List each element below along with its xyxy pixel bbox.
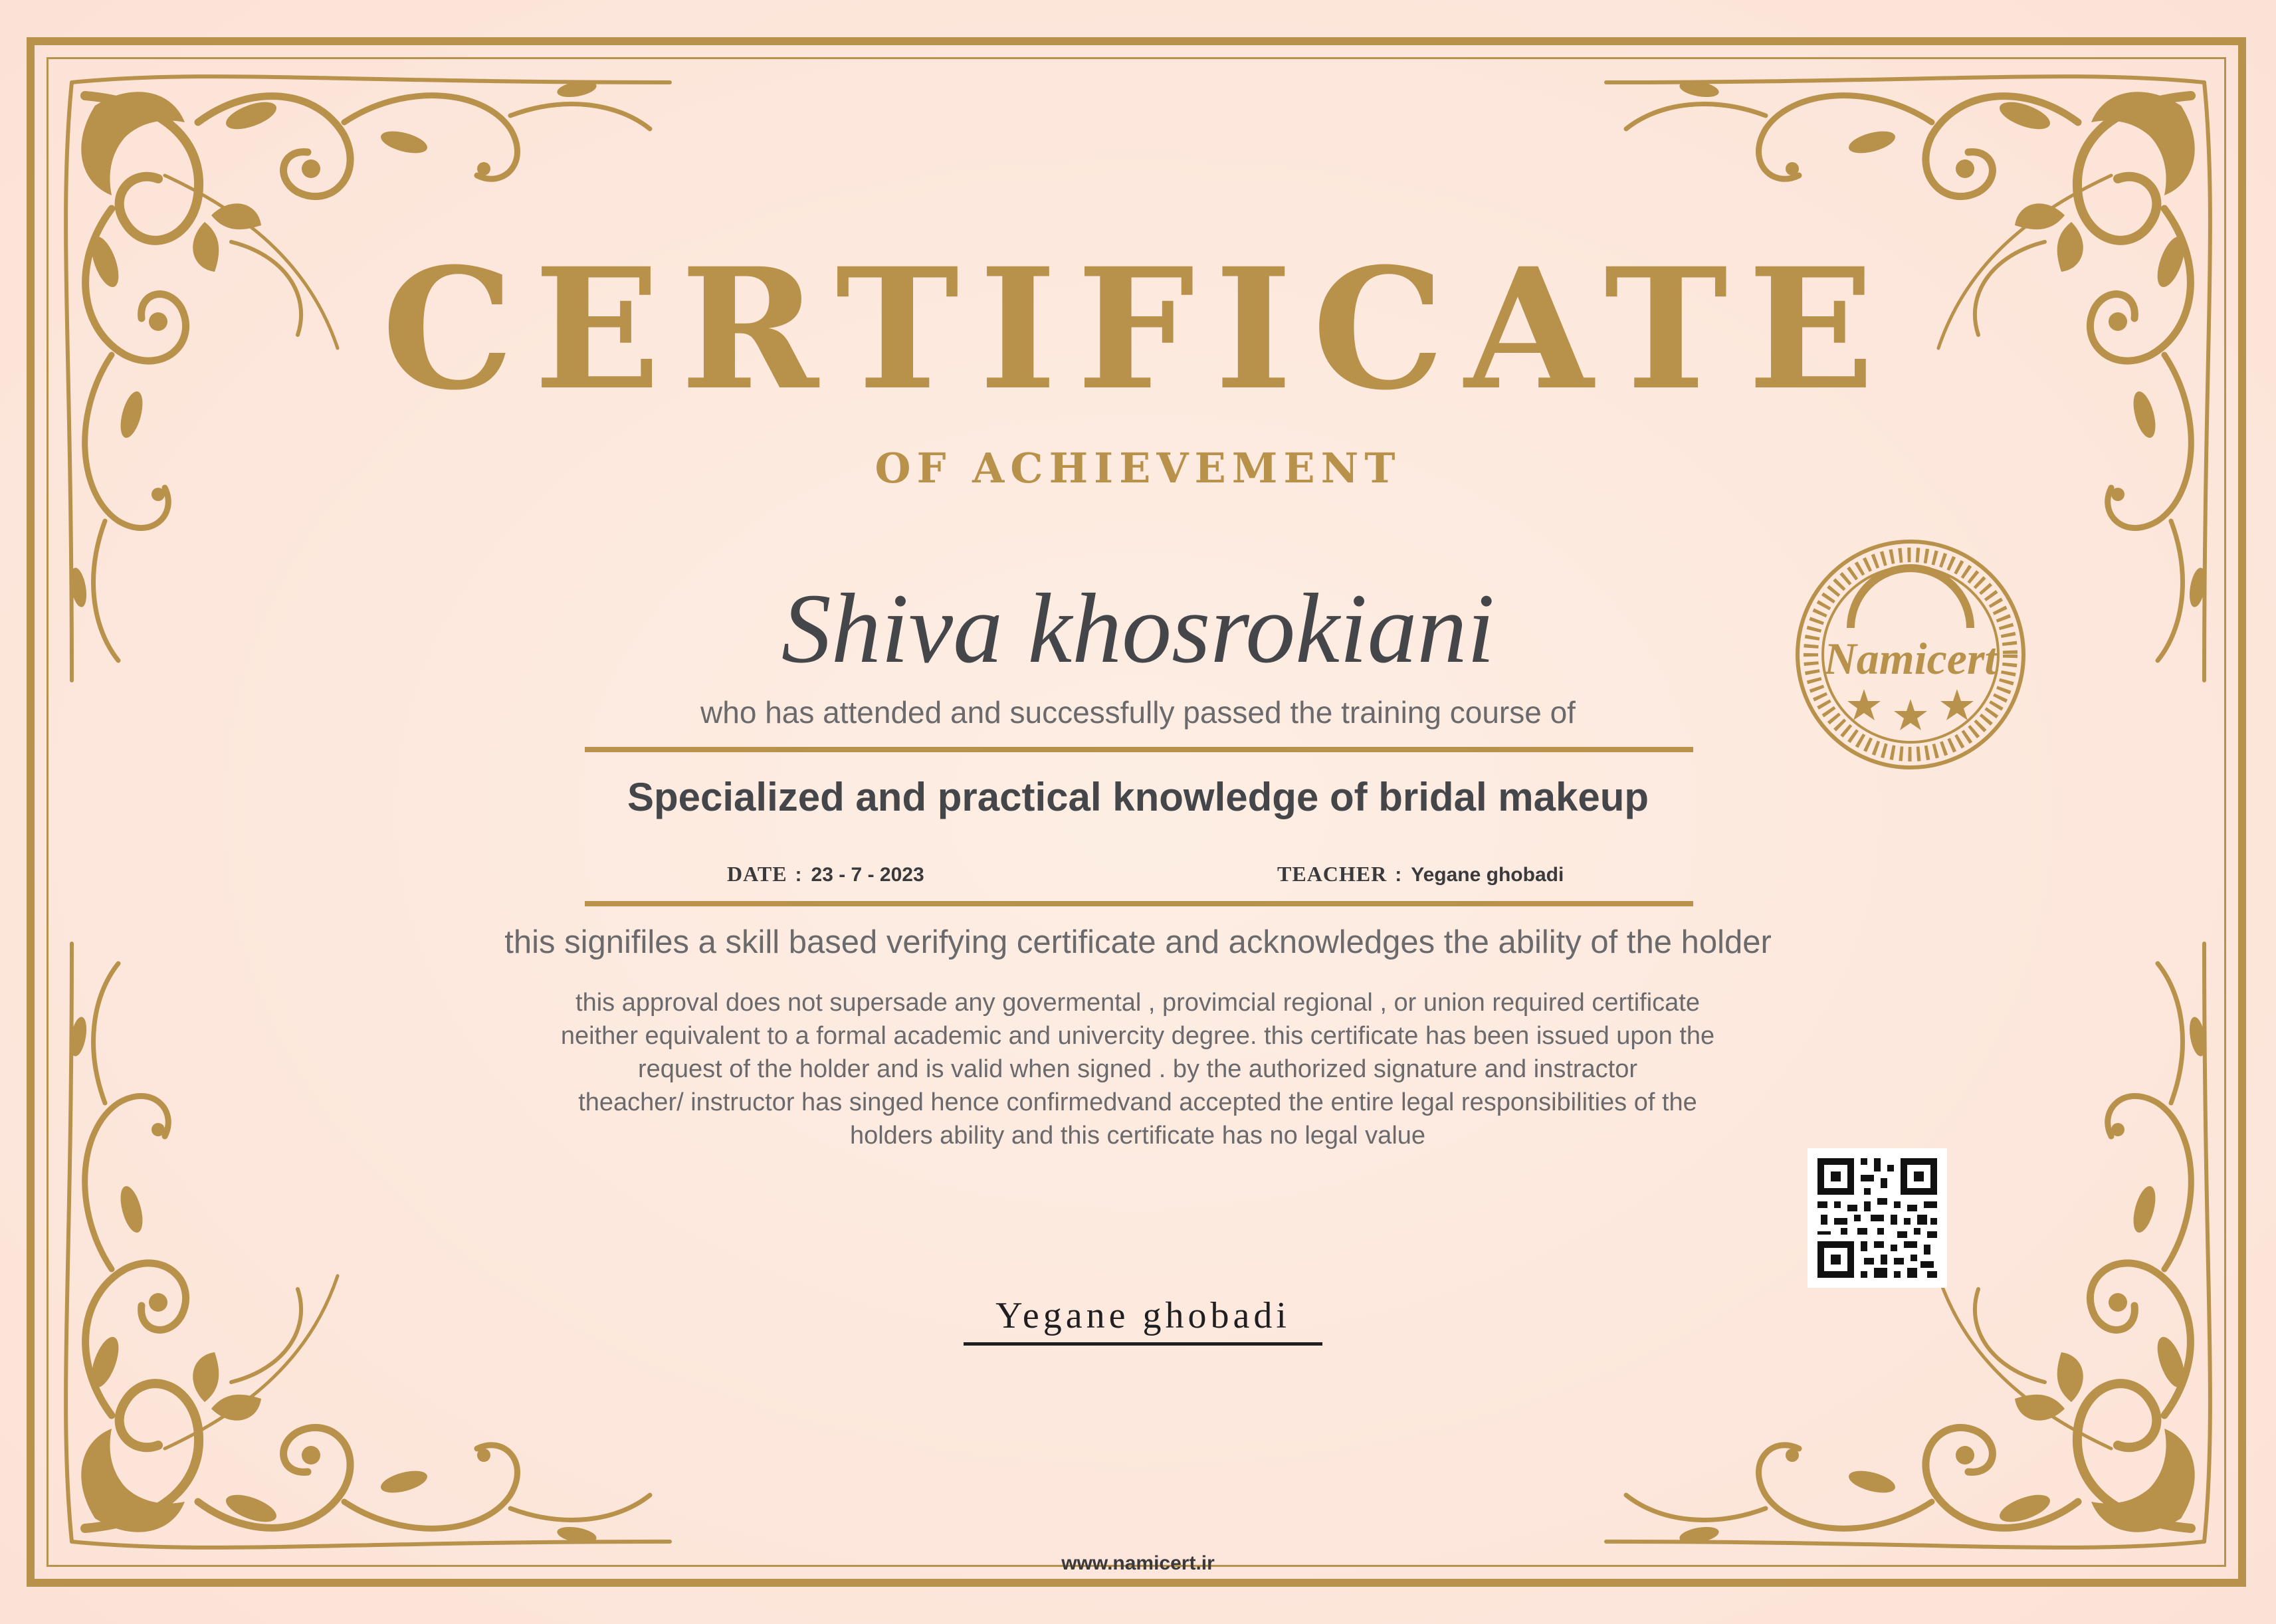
disclaimer-text [506,986,1769,1152]
divider-top [585,747,1693,752]
disclaimer-line: neither equivalent to a formal academic and univercity degree. this certificate has been issued upon the [560,1022,1715,1050]
teacher-separator: : [1395,864,1402,886]
teacher-value: Yegane ghobadi [1411,864,1564,886]
date-field [727,862,924,886]
disclaimer-line: holders ability and this certificate has no legal value [849,1122,1426,1150]
disclaimer-line: theacher/ instructor has singed hence confirmedvand accepted the entire legal responsibilities of the [578,1088,1697,1116]
signifies-statement: this signifiles a skill based verifying certificate and acknowledges the ability of the holder [504,924,1772,960]
disclaimer-line: this approval does not supersade any govermental , provimcial regional , or union required certificate [575,989,1700,1017]
signature-line [964,1342,1322,1346]
course-name: Specialized and practical knowledge of bridal makeup [627,775,1649,819]
certificate-subtitle: OF ACHIEVEMENT [875,444,1401,492]
attended-statement: who has attended and successfully passed the training course of [700,695,1576,730]
date-value: 23 - 7 - 2023 [811,864,924,886]
qr-code-icon [1808,1148,1947,1288]
divider-bottom [585,901,1693,906]
disclaimer-line: request of the holder and is valid when signed . by the authorized signature and instractor [637,1055,1638,1083]
recipient-name: Shiva khosrokiani [781,573,1495,684]
teacher-label: TEACHER [1277,862,1388,886]
signature-name: Yegane ghobadi [995,1295,1291,1336]
date-separator: : [795,864,802,886]
date-label: DATE [727,862,787,886]
website-link[interactable]: www.namicert.ir [1061,1552,1215,1574]
seal-brand-text: Namicert [1823,633,1998,684]
certificate-title: CERTIFICATE [381,231,1895,427]
teacher-field [1277,862,1564,886]
